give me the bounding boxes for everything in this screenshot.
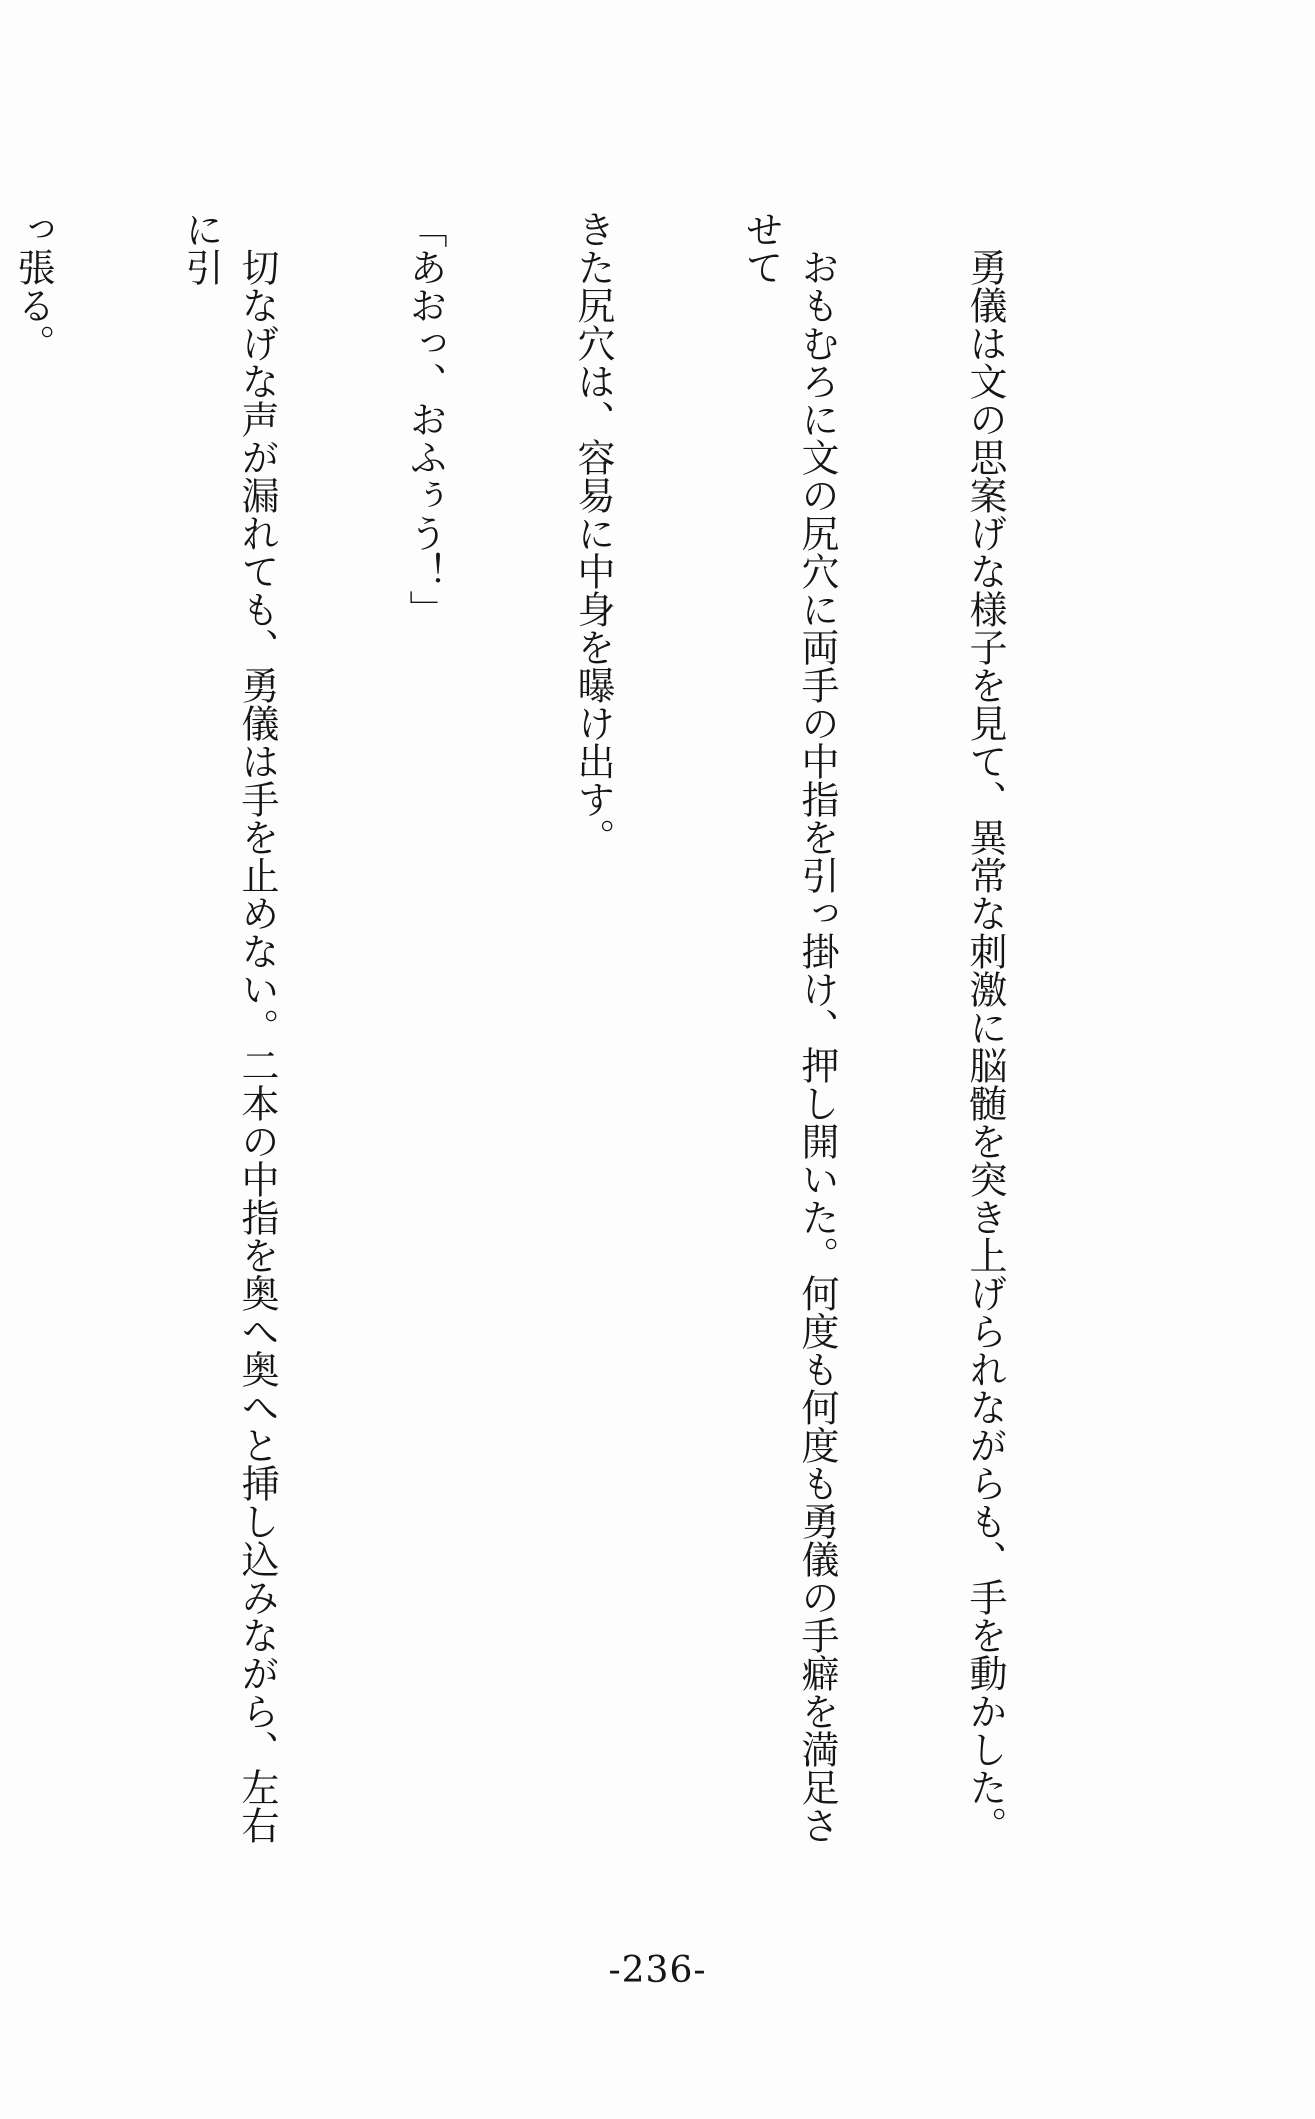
page-number: -236- (608, 1950, 707, 1991)
text-line: おもむろに文の尻穴に両手の中指を引っ掛け、押し開いた。何度も何度も勇儀の手癖を満足させて (739, 210, 839, 1844)
text-line: っ張る。 (11, 210, 55, 362)
text-line: きた尻穴は、容易に中身を曝け出す。 (571, 210, 615, 856)
text-line: 切なげな声が漏れても、勇儀は手を止めない。二本の中指を奥へ奥へと挿し込みながら、左右に引 (179, 210, 279, 1844)
text-line: 勇儀は文の思案げな様子を見て、異常な刺激に脳髄を突き上げられながらも、手を動かした。 (963, 210, 1007, 1844)
vertical-text-body (0, 210, 1125, 1860)
text-line: 「あおっ、おふぅう！」 (403, 210, 447, 628)
